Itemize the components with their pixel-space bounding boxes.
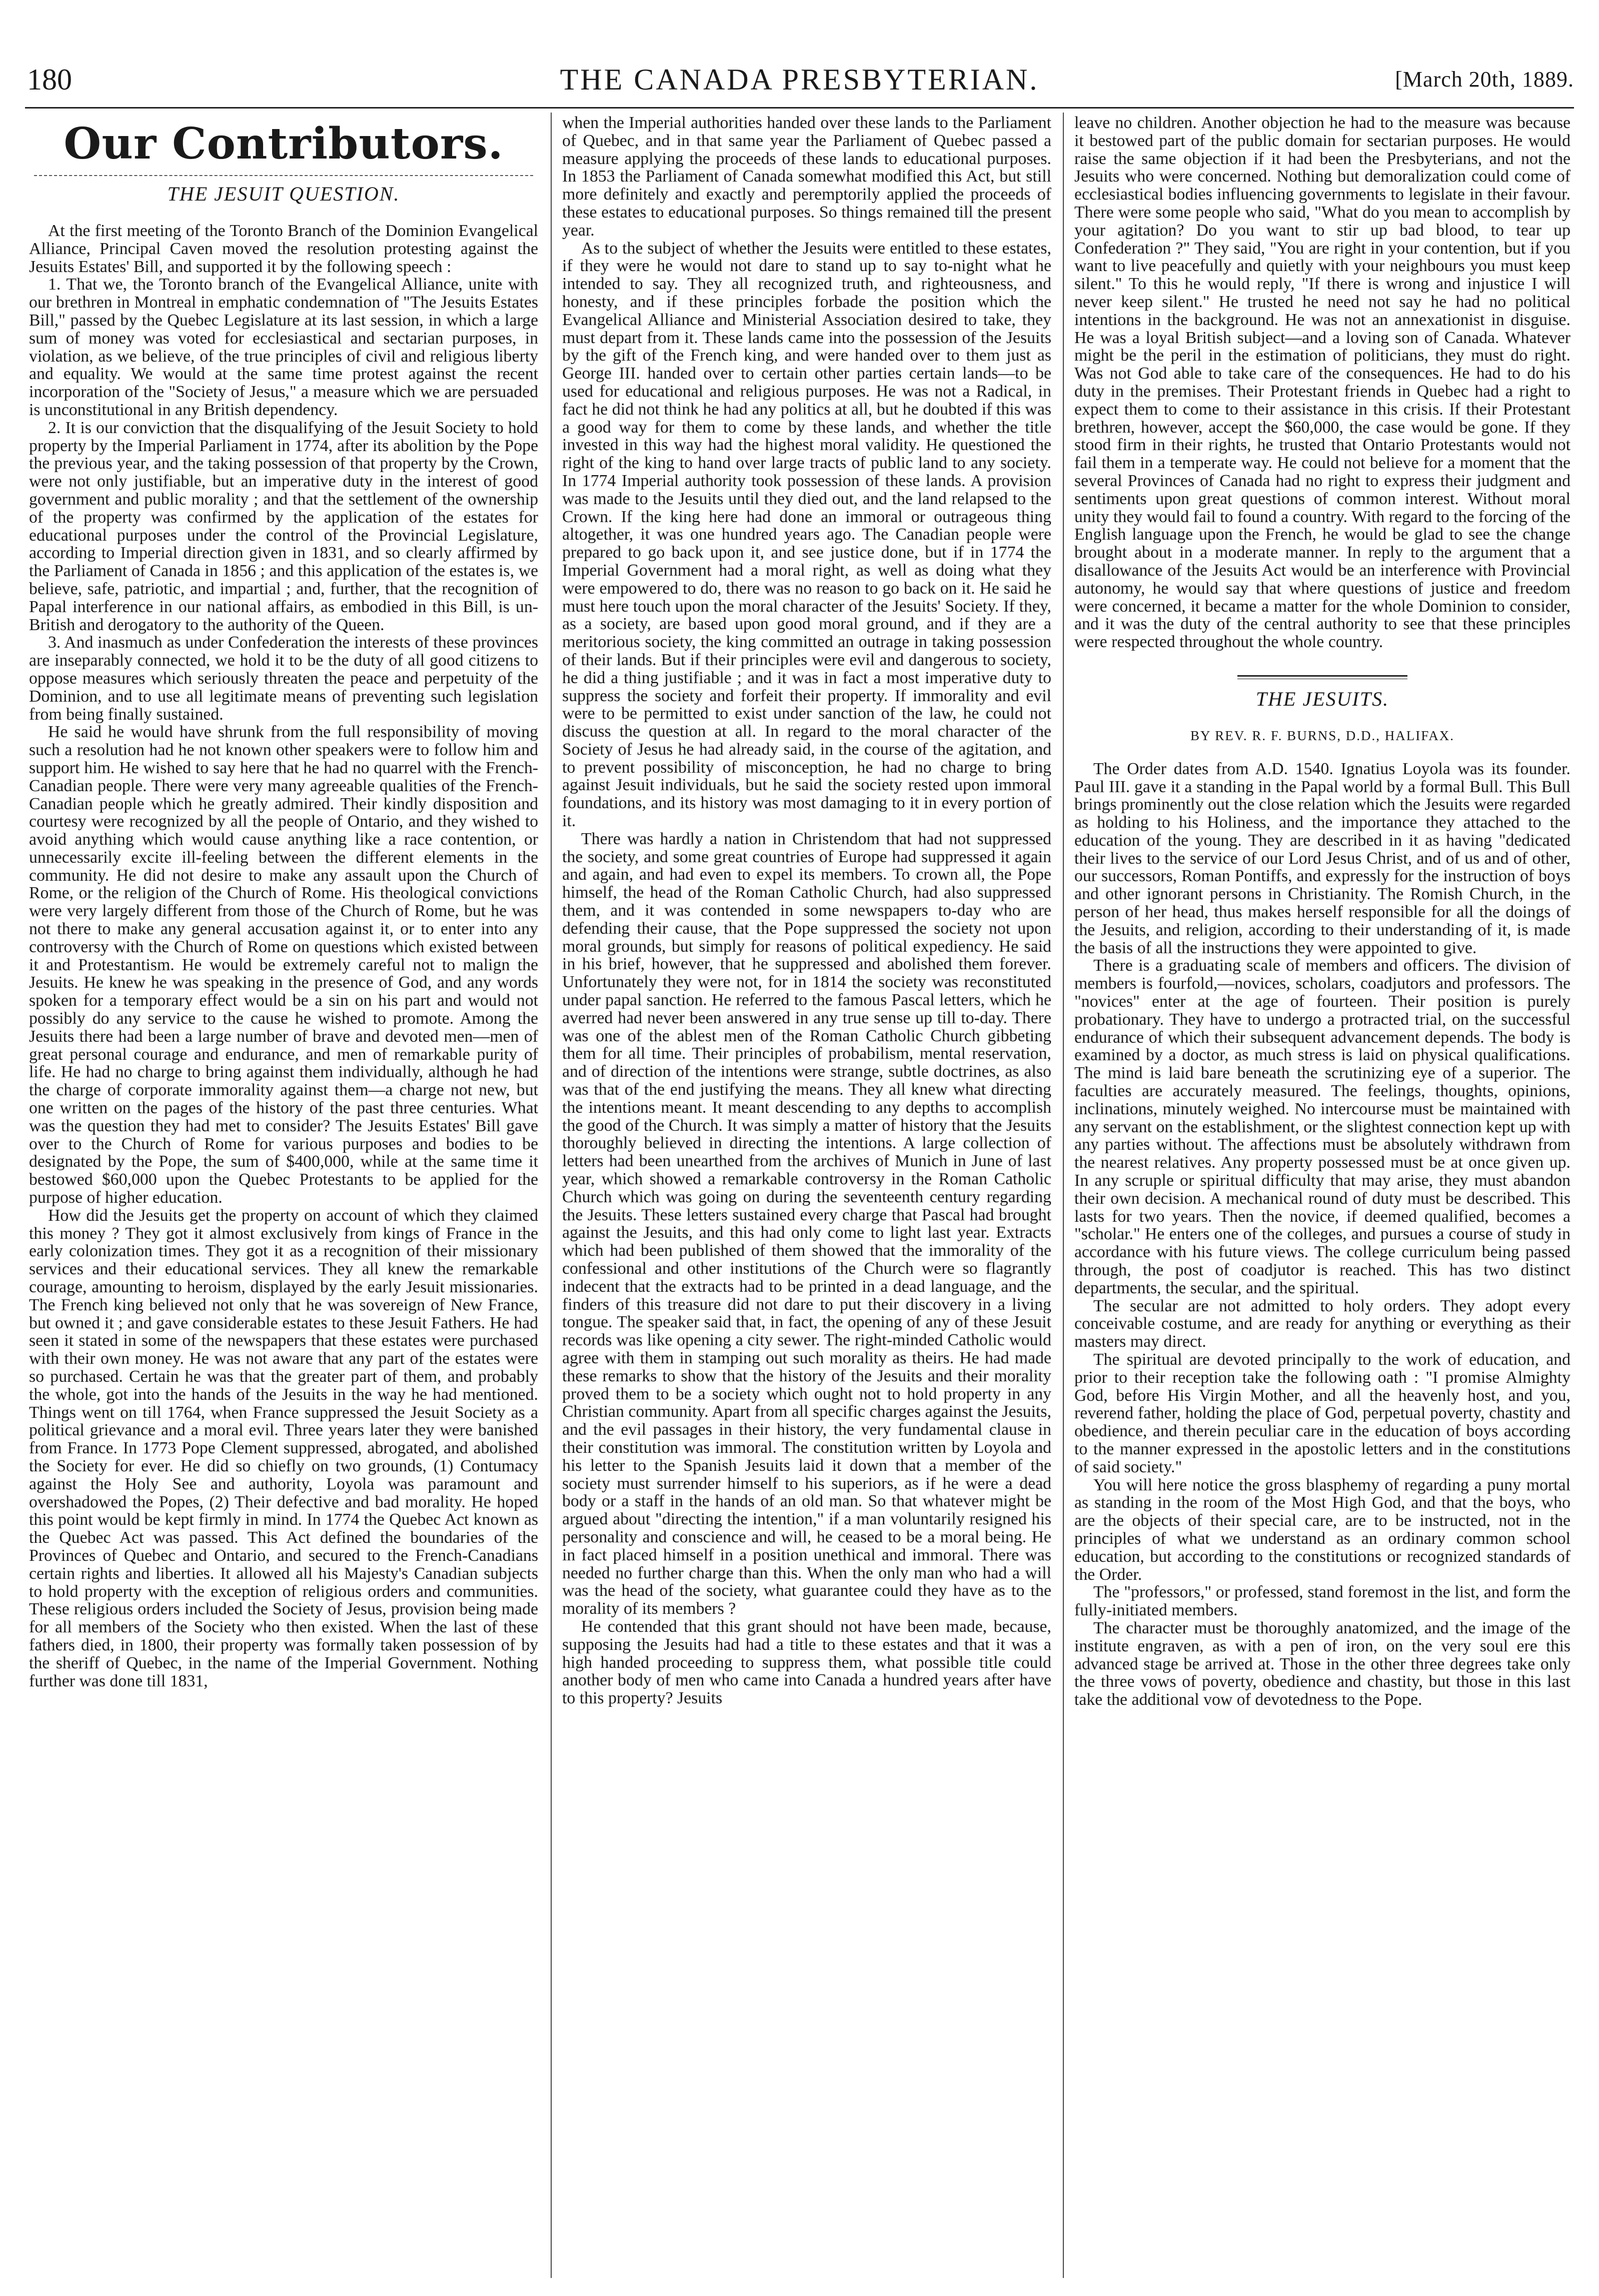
column-1 [29,114,538,2284]
resolution-item: 2. It is our conviction that the disqualifying of the Jesuit Society to hold property by the Imperial Parliament in 1774, after its abolition by the Pope the previous year, and the taking possession of that property by the Crown, were not only justifiable, but an imperative duty in the interest of good government and public morality ; and that the settlement of the ownership of the property was confirmed by the application of the estates for educational purposes under the control of the Provincial Legislature, according to Imperial direction given in 1831, and so clearly affirmed by the Parliament of Canada in 1856 ; and this application of the estates is, we believe, safe, patriotic, and impartial ; and, further, that the recognition of Papal interference in our national affairs, as embodied in this Bill, is un-British and derogatory to the authority of the Queen. [29,418,538,634]
article-paragraph: He contended that this grant should not have been made, because, supposing the Jesuits had had a title to these estates and that it was a high handed proceeding to suppress them, what possible title could another body of men who came into Canada a hundred years after have to this property? Jesuits [562,1617,1051,1708]
article-paragraph: He said he would have shrunk from the full responsibility of moving such a resolution had he not known other speakers were to follow him and support him. He wished to say here that he had no quarrel with the French-Canadian people. There were very many agreeable qualities of the French-Canadian people which he greatly admired. Their kindly disposition and courtesy were recognized by all the people of Ontario, and they wished to avoid anything which would cause anything like a race contention, or unnecessarily excite ill-feeling between the different elements in the community. He did not desire to make any assault upon the Church of Rome, or the religion of the Church of Rome. His theological convictions were very largely different from those of the Church of Rome, but he was not there to make any general accusation against it, or to enter into any controversy with the Church of Rome on questions which existed between it and Protestantism. He would be extremely careful not to malign the Jesuits. He knew he was speaking in the presence of God, and any words spoken for a temporary effect would be a sin on his part and would not possibly do any service to the cause he wished to promote. Among the Jesuits there had been a large number of brave and devoted men—men of great personal courage and endurance, and men of remarkable purity of life. He had no charge to bring against them individually, although he had the charge of corporate immorality against them—a charge not new, but one written on the pages of the history of the past three centuries. What was the question they had met to consider? The Jesuits Estates' Bill gave over to the Church of Rome for various purposes and bodies to be designated by the Pope, the sum of $400,000, while at the same time it bestowed $60,000 upon the Quebec Protestants to be applied for the purpose of higher education. [29,723,538,1207]
article-paragraph: The secular are not admitted to holy orders. They adopt every conceivable costume, and are ready for anything or everything as their masters may direct. [1074,1296,1570,1351]
resolution-item: 3. And inasmuch as under Confederation the interests of these provinces are inseparably connected, we hold it to be the duty of all good citizens to oppose measures which seriously threaten the peace and perpetuity of the Dominion, and to use all legitimate means of preventing such legislation from being finally sustained. [29,633,538,724]
article-paragraph: There was hardly a nation in Christendom that had not suppressed the society, and some great countries of Europe had suppressed it again and again, and had even to expel its members. To crown all, the Pope himself, the head of the Roman Catholic Church, had also suppressed them, and it was contended in some newspapers to-day who are defending their cause, that the Pope suppressed the society not upon moral grounds, but simply for reasons of political expediency. He said in his brief, however, that he suppressed and abolished them forever. Unfortunately they were not, for in 1814 the society was reconstituted under papal sanction. He referred to the famous Pascal letters, which he averred had never been answered in any true sense up till to-day. There was one of the ablest men of the Roman Catholic Church gibbeting them for all time. Their principles of probabilism, mental reservation, and of direction of the intentions were strange, subtle doctrines, as also was that of the end justifying the means. They all knew what directing the intentions meant. It meant descending to any depths to accomplish the good of the Church. It was simply a matter of history that the Jesuits thoroughly believed in directing the intentions. A large collection of letters had been unearthed from the archives of Munich in June of last year, which showed a remarkable controversy in the Roman Catholic Church which was going on during the seventeenth century regarding the Jesuits. These letters sustained every charge that Pascal had brought against the Jesuits, and this had only come to light last year. Extracts which had been published of them showed that the immorality of the confessional and other institutions of the Church were so flagrantly indecent that the extracts had to be printed in a dead language, and the finders of this treasure did not dare to put their discovery in a living tongue. The speaker said that, in fact, the opening of any of these Jesuit records was like opening a city sewer. The right-minded Catholic would agree with them in stamping out such morality as theirs. He had made these remarks to show that the history of the Jesuits and their morality proved them to be a society which ought not to hold property in any Christian community. Apart from all specific charges against the Jesuits, and the evil passages in their history, the very fundamental clause in their constitution was immoral. The constitution written by Loyola and his letter to the Spanish Jesuits laid it down that a member of the society must surrender himself to his superiors, as if he were a dead body or a staff in the hands of an old man. So that whatever might be argued about "directing the intention," if a man voluntarily resigned his personality and conscience and will, he ceased to be a moral being. He in fact placed himself in a position unethical and immoral. There was needed no further charge than this. When the only man who had a will was the head of the society, what guarantee could they have as to the morality of its members ? [562,829,1051,1618]
article-paragraph: when the Imperial authorities handed over these lands to the Parliament of Quebec, and in that same year the Parliament of Quebec passed a measure applying the proceeds of these lands to educational purposes. In 1853 the Parliament of Canada somewhat modified this Act, but still more definitely and exactly and peremptorily applied the proceeds of these estates to educational purposes. So things remained till the present year. [562,114,1051,240]
author-byline: BY REV. R. F. BURNS, D.D., HALIFAX. [1190,728,1454,743]
article-title: THE JESUITS. [1255,687,1389,710]
column-divider-1 [551,113,552,2278]
section-masthead: Our Contributors. [64,119,504,169]
article-separator-rule [1237,675,1407,679]
resolution-list [29,276,538,723]
article-title: THE JESUIT QUESTION. [167,183,400,205]
resolution-item: 1. That we, the Toronto branch of the Evangelical Alliance, unite with our brethren in Montreal in emphatic condemnation of "The Jesuits Estates Bill," passed by the Quebec Legislature at its last session, in which a large sum of money was voted for ecclesiastical and sectarian purposes, in violation, as we believe, of the true principles of civil and religious liberty and equality. We would at the same time protest against the recent incorporation of the "Society of Jesus," a measure which we are persuaded is unconstitutional in any British dependency. [29,275,538,419]
column-2 [562,114,1051,2284]
article-paragraph: The spiritual are devoted principally to the work of education, and prior to their reception take the following oath : "I promise Almighty God, before His Virgin Mother, and all the heavenly host, and you, reverend father, holding the place of God, perpetual poverty, chastity and obedience, and therein peculiar care in the education of boys according to the manner expressed in the apostolic letters and in the constitutions of said society." [1074,1350,1570,1476]
article-paragraph: As to the subject of whether the Jesuits were entitled to these estates, if they were he would not dare to stand up to say to-night what he intended to say. They all recognized truth, and righteousness, and honesty, and if these principles forbade the position which the Evangelical Alliance and Ministerial Association desired to take, they must depart from it. These lands came into the possession of the Jesuits by the gift of the French king, and were handed over to them just as George III. handed over to certain other parties certain lands—to be used for educational and religious purposes. He was not a Radical, in fact he did not think he had any politics at all, but he doubted if this was a good way for them to come by these lands, and whether the title invested in this way had the highest moral validity. He questioned the right of the king to hand over large tracts of public land to any society. In 1774 Imperial authority took possession of these lands. A provision was made to the Jesuits until they died out, and the land relapsed to the Crown. If the king here had done an immoral or outrageous thing altogether, it was one hundred years ago. The Canadian people were prepared to go back upon it, and see justice done, but if in 1774 the Imperial Government had a moral right, as well as doing what they were empowered to do, there was no reason to go back on it. He said he must here touch upon the moral character of the Jesuits' Society. If they, as a society, are based upon good moral ground, and if they are a meritorious society, the king committed an outrage in taking possession of their lands. But if their principles were evil and dangerous to society, he did a thing justifiable ; and it was in fact a most imperative duty to suppress the society and forfeit their property. If immorality and evil were to be permitted to exist under sanction of the law, he could not discuss the question at all. In regard to the moral character of the Society of Jesus he had already said, in the course of the agitation, and to prevent possibility of misconception, he had no charge to bring against Jesuit individuals, but he said the society rested upon immoral foundations, and its history was most damaging to it in every portion of it. [562,239,1051,831]
article-paragraph: leave no children. Another objection he had to the measure was because it bestowed part of the public domain for sectarian purposes. He would raise the same objection if it had been the Presbyterians, and not the Jesuits who were concerned. Nothing but demoralization could come of ecclesiastical bodies influencing governments to legislate in their favour. There were some people who said, "What do you mean to accomplish by your agitation? Do you want to stir up bad blood, to tear up Confederation ?" They said, "You are right in your contention, but if you want to live peacefully and quietly with your neighbours you must keep silent." To this he would reply, "If there is wrong and injustice I will never keep silent." He trusted he need not say he had no political intentions in the background. He was not an annexationist in disguise. He was a loyal British subject—and a loving son of Canada. Whatever might be the peril in the estimation of politicians, they must do right. Was not God able to take care of the consequences. He had to do his duty in the premises. Their Protestant friends in Quebec had a right to expect them to come to their assistance in this crisis. If their Protestant brethren, however, accept the $60,000, the case would be gone. If they stood firm in their rights, he trusted that Ontario Protestants would not fail them in a temperate way. He could not believe for a moment that the several Provinces of Canada had no right to express their judgment and sentiments upon great questions of common interest. Without moral unity they would fail to found a country. With regard to the forcing of the English language upon the French, he would be glad to see the change brought about in a moderate manner. In reply to the argument that a disallowance of the Jesuits Act would be an interference with Provincial autonomy, he would say that where questions of justice and freedom were concerned, it became a matter for the whole Dominion to consider, and it was the duty of the central authority to see that these principles were respected throughout the whole country. [1074,114,1570,652]
issue-date: [March 20th, 1889. [1395,67,1574,92]
publication-title: THE CANADA PRESBYTERIAN. [560,63,1039,96]
header-rule [25,107,1574,109]
article-paragraph: The character must be thoroughly anatomized, and the image of the institute engraven, as with a pen of iron, on the very soul ere this advanced stage be arrived at. Those in the other three degrees take only the three vows of poverty, obedience and chastity, but those in this last take the additional vow of devotedness to the Pope. [1074,1618,1570,1709]
article-paragraph: How did the Jesuits get the property on account of which they claimed this money ? They got it almost exclusively from kings of France in the early colonization times. They got it as a recognition of their missionary services and their educational services. They all knew the remarkable courage, amounting to heroism, displayed by the early Jesuit missionaries. The French king believed not only that he was sovereign of New France, but owned it ; and gave considerable estates to these Jesuit Fathers. He had seen it stated in some of the newspapers that these estates were purchased with their own money. He was not aware that any part of the estates were so purchased. Certain he was that the greater part of them, and probably the whole, got into the hands of the Jesuits in the way he had mentioned. Things went on till 1764, when France suppressed the Jesuit Society as a political grievance and a moral evil. Three years later they were banished from France. In 1773 Pope Clement suppressed, abrogated, and abolished the Society for ever. He did so chiefly on two grounds, (1) Contumacy against the Holy See and authority, Loyola was paramount and overshadowed the Popes, (2) Their defective and bad morality. He hoped this point would be kept firmly in mind. In 1774 the Quebec Act known as the Quebec Act was passed. This Act defined the boundaries of the Provinces of Quebec and Ontario, and secured to the French-Canadians certain rights and liberties. It allowed all his Majesty's Canadian subjects to hold property with the exception of religious orders and communities. These religious orders included the Society of Jesus, provision being made for all members of the Society who then existed. When the last of these fathers died, in 1800, their property was formally taken possession of by the sheriff of Quebec, in the name of the Imperial Government. Nothing further was done till 1831, [29,1206,538,1690]
article-paragraph: The Order dates from A.D. 1540. Ignatius Loyola was its founder. Paul III. gave it a standing in the Papal world by a formal Bull. This Bull brings prominently out the close relation which the Jesuits were regarded as holding to his Holiness, and the importance they attached to the education of the young. They are described in it as having "dedicated their lives to the service of our Lord Jesus Christ, and of us and of other, our successors, Roman Pontiffs, and expressly for the instruction of boys and other ignorant persons in Christianity. The Romish Church, in the person of her head, thus makes herself responsible for all the doings of the Jesuits, and religion, according to their understanding of it, is made the basis of all the instructions they were appointed to give. [1074,759,1570,957]
page-number: 180 [27,63,72,96]
masthead-dash-rule [34,175,533,176]
page-header [25,48,1574,108]
article-intro: At the first meeting of the Toronto Branch of the Dominion Evangelical Alliance, Principal Caven moved the resolution protesting against the Jesuits Estates' Bill, and supported it by the following speech : [29,222,538,276]
column-divider-2 [1063,113,1064,2278]
article-paragraph: You will here notice the gross blasphemy of regarding a puny mortal as standing in the room of the Most High God, and that the boys, who are the objects of their special care, are to be instructed, not in the principles of what we understand as an ordinary common school education, but according to the constitutions or recognized standards of the Order. [1074,1475,1570,1584]
article-paragraph: There is a graduating scale of members and officers. The division of members is fourfold,—novices, scholars, coadjutors and professors. The "novices" enter at the age of fourteen. Their position is purely probationary. They have to undergo a protracted trial, on the successful endurance of which their subsequent advancement depends. The body is examined by a doctor, as much stress is laid on physical qualifications. The mind is laid bare beneath the scrutinizing eye of a superior. The faculties are accurately measured. The feelings, thoughts, opinions, inclinations, minutely weighed. No intercourse must be maintained with any servant on the establishment, or the slightest connection kept up with any parties without. The affections must be absolutely withdrawn from the nearest relatives. Any property possessed must be at once given up. In any scruple or spiritual difficulty that may arise, they must abandon their own decision. A mechanical round of duty must be described. This lasts for two years. Then the novice, if deemed qualified, becomes a "scholar." He enters one of the colleges, and pursues a course of study in accordance with his future views. The college curriculum being passed through, the post of coadjutor is reached. This has two distinct departments, the secular, and the spiritual. [1074,956,1570,1297]
column-3 [1074,114,1570,2284]
article-paragraph: The "professors," or professed, stand foremost in the list, and form the fully-initiated members. [1074,1583,1570,1620]
